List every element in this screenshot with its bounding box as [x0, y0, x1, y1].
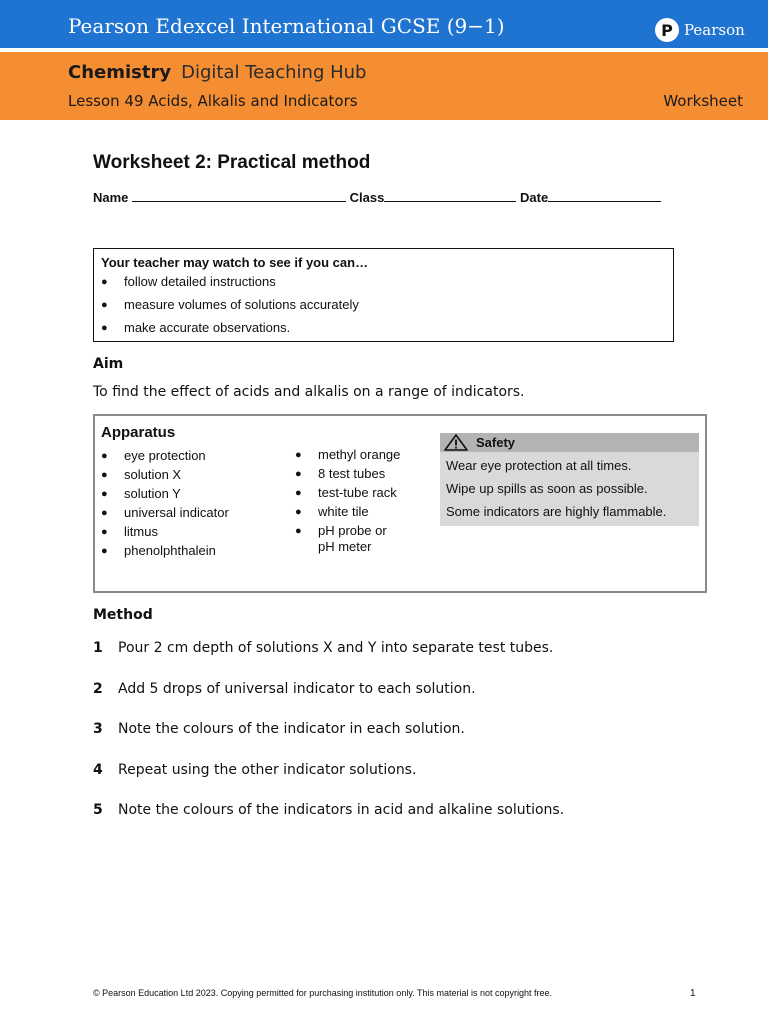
method-step: 3 Note the colours of the indicator in each solution.: [93, 721, 465, 737]
pearson-logo-text: Pearson: [684, 21, 745, 39]
teacher-box-list: [101, 274, 359, 343]
list-item: ● make accurate observations.: [101, 320, 291, 335]
safety-line: Some indicators are highly flammable.: [446, 504, 667, 519]
header-bar: [0, 0, 768, 48]
apparatus-list-2: [295, 447, 400, 557]
bullet-icon: ●: [101, 545, 108, 557]
list-item: ● universal indicator: [101, 505, 229, 520]
subject-line: [68, 62, 366, 83]
list-item: ● litmus: [101, 524, 158, 539]
date-label: Date: [520, 190, 549, 205]
list-item: ● follow detailed instructions: [101, 274, 276, 289]
list-item: ● methyl orange: [295, 447, 401, 462]
list-item: ● measure volumes of solutions accurately: [101, 297, 359, 312]
name-class-date-row: [93, 189, 661, 205]
method-step: 5 Note the colours of the indicators in acid and alkaline solutions.: [93, 802, 565, 818]
bullet-icon: ●: [101, 276, 108, 288]
apparatus-list-1: [101, 448, 229, 562]
method-step: 1 Pour 2 cm depth of solutions X and Y into separate test tubes.: [93, 640, 554, 656]
class-field[interactable]: [384, 189, 516, 202]
bullet-icon: ●: [101, 450, 108, 462]
page-number: 1: [690, 988, 696, 999]
list-item: ● solution X: [101, 467, 182, 482]
copyright-footer: © Pearson Education Ltd 2023. Copying permitted for purchasing institution only. This material is not copyright free.: [93, 988, 553, 998]
method-heading: Method: [93, 607, 153, 623]
warning-triangle-icon: [444, 434, 468, 451]
safety-heading: Safety: [476, 435, 516, 450]
safety-panel: [440, 433, 699, 526]
worksheet-tag: Worksheet: [663, 92, 743, 110]
safety-body: [440, 452, 699, 526]
list-item: ● eye protection: [101, 448, 206, 463]
bullet-icon: ●: [295, 449, 302, 461]
pearson-logo: [655, 17, 745, 43]
method-steps: [93, 640, 564, 843]
name-label: Name: [93, 190, 129, 205]
bullet-icon: ●: [101, 526, 108, 538]
method-step: 4 Repeat using the other indicator solutions.: [93, 761, 417, 778]
qualification-title: Pearson Edexcel International GCSE (9−1): [68, 14, 505, 38]
bullet-icon: ●: [101, 469, 108, 481]
list-item: ● white tile: [295, 504, 369, 519]
date-field[interactable]: [548, 189, 661, 202]
hub-name: Digital Teaching Hub: [181, 62, 367, 83]
safety-header: [440, 433, 699, 452]
apparatus-heading: Apparatus: [101, 424, 176, 441]
teacher-box-heading: Your teacher may watch to see if you can…: [101, 255, 369, 270]
bullet-icon: ●: [101, 507, 108, 519]
safety-line: Wipe up spills as soon as possible.: [446, 481, 648, 496]
subject-name: Chemistry: [68, 62, 172, 83]
list-item: ● test-tube rack: [295, 485, 397, 500]
aim-heading: Aim: [93, 356, 124, 372]
list-item: ● phenolphthalein: [101, 543, 216, 558]
list-item: ● pH probe or pH meter: [295, 523, 387, 554]
bullet-icon: ●: [295, 468, 302, 480]
apparatus-box: [93, 414, 707, 593]
bullet-icon: ●: [101, 322, 108, 334]
list-item: ● 8 test tubes: [295, 466, 386, 481]
bullet-icon: ●: [101, 299, 108, 311]
bullet-icon: ●: [295, 506, 302, 518]
bullet-icon: ●: [295, 525, 302, 537]
worksheet-title: Worksheet 2: Practical method: [93, 152, 371, 173]
method-step: 2 Add 5 drops of universal indicator to each solution.: [93, 680, 476, 697]
pearson-logo-icon: P: [655, 18, 679, 42]
aim-text: To find the effect of acids and alkalis on a range of indicators.: [93, 384, 525, 400]
teacher-observation-box: [93, 248, 674, 342]
name-field[interactable]: [132, 189, 346, 202]
bullet-icon: ●: [295, 487, 302, 499]
bullet-icon: ●: [101, 488, 108, 500]
list-item: ● solution Y: [101, 486, 181, 501]
class-label: Class: [349, 190, 385, 205]
subject-banner: [0, 52, 768, 120]
safety-line: Wear eye protection at all times.: [446, 458, 632, 473]
lesson-title: Lesson 49 Acids, Alkalis and Indicators: [68, 92, 358, 110]
